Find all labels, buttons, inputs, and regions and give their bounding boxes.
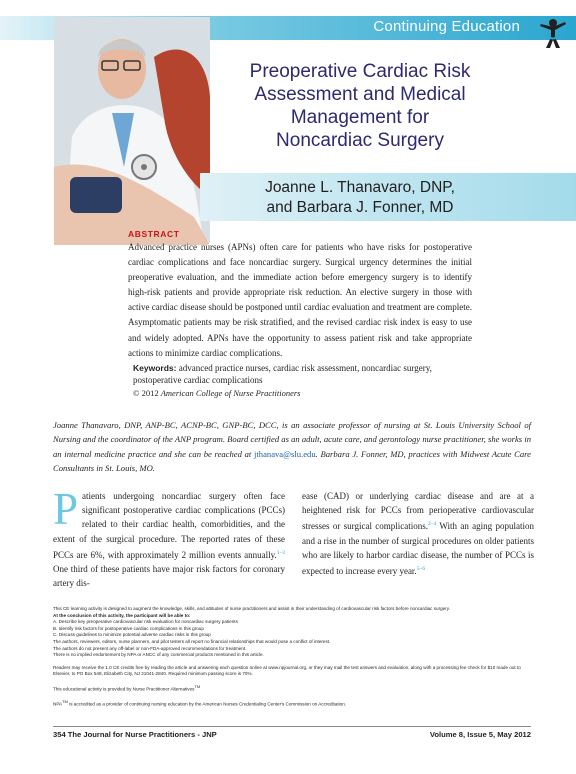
ce-objective: B. Identify risk factors for postoperative cardiac complications in this group — [53, 625, 204, 631]
section-label: Continuing Education — [373, 18, 520, 35]
keywords — [133, 362, 473, 386]
ce-disclosure: The authors, reviewers, editors, nurse planners, and pilot testers all report no financial relationships that would pose a conflict of interest. — [53, 638, 331, 644]
article-authors — [200, 178, 520, 218]
body-text: ease (CAD) or underlying cardiac disease and are at a heightened risk for PCCs from perioperative cardiovascular stresses or surgical complications. — [302, 491, 534, 532]
ce-activity-notes — [53, 606, 531, 708]
reference-marker[interactable]: 1–3 — [276, 549, 285, 556]
ce-credit-info: Readers may receive the 1.0 CE credits free by reading the article and answering each question online at www.npjournal.org, or they may mail the test answers and evaluation, along with a processing fee check for $10 made out to Elsevier, to PO Box 548, Elizabeth City, NJ 21041-2840. Required minimum passing score is 70%. — [53, 664, 521, 677]
copyright-prefix: © 2012 — [133, 388, 159, 398]
author-email-link[interactable]: jthanava@slu.edu — [254, 448, 316, 459]
bio-text: . Barbara J. Fonner, MD, practices with Midwest Acute Care Consultants in St. Louis, MO. — [53, 448, 531, 473]
title-line: Preoperative Cardiac Risk — [249, 61, 471, 82]
keywords-text: advanced practice nurses, cardiac risk assessment, noncardiac surgery, postoperative cardiac complications — [133, 363, 432, 385]
reference-marker[interactable]: 5–6 — [416, 566, 425, 573]
ce-disclosure: There is no implied endorsement by NPA or ANCC of any commercial products mentioned in this article. — [53, 652, 264, 658]
abstract-heading: ABSTRACT — [128, 229, 180, 239]
body-text: With an aging population and a rise in the number of surgical procedures on older patients who are likely to harbor cardiac disease, the number of PCCs is expected to increase every year. — [302, 521, 534, 577]
ce-accreditation: NPA™ is accredited as a provider of continuing nursing education by the American Nurses Credentialing Center's Commission on Accreditation. — [53, 699, 347, 707]
ce-objective: C. Discuss guidelines to minimize potential adverse cardiac risks in this group — [53, 632, 211, 638]
ce-disclosure: The authors do not present any off-label or non-FDA-approved recommendations for treatment. — [53, 645, 247, 651]
author-line: Joanne L. Thanavaro, DNP, — [265, 179, 455, 196]
title-line: Management for — [290, 107, 430, 128]
person-logo-icon — [536, 16, 570, 50]
body-text: atients undergoing noncardiac surgery often face significant postoperative cardiac complications (PCCs) related to their cardiac health, comorbidities, and the extent of the surgical procedure. The reported rates of these PCCs are 6%, with approximately 2 million events annually. — [53, 491, 285, 560]
author-line: and Barbara J. Fonner, MD — [266, 199, 454, 216]
footer-journal: 354 The Journal for Nurse Practitioners - JNP — [53, 730, 217, 739]
ce-provider: This educational activity is provided by Nurse Practitioner Alternatives™ — [53, 683, 201, 692]
body-column-left — [53, 484, 285, 590]
title-line: Noncardiac Surgery — [276, 130, 444, 151]
body-column-right — [302, 489, 534, 578]
article-title — [200, 60, 520, 152]
body-text: One third of these patients have major risk factors for coronary artery dis- — [53, 564, 285, 589]
ce-objective: A. Describe key preoperative cardiovascular risk evaluation for noncardiac surgery patients — [53, 619, 238, 625]
keywords-label: Keywords: — [133, 363, 177, 373]
copyright-holder: American College of Nurse Practitioners — [160, 388, 301, 398]
title-line: Assessment and Medical — [254, 84, 466, 105]
reference-marker[interactable]: 2–4 — [428, 521, 437, 528]
ce-objectives-heading: At the conclusion of this activity, the participant will be able to: — [53, 612, 191, 618]
ce-intro: This CE learning activity is designed to augment the knowledge, skills, and attitudes of nurse practitioners and assist in their understanding of cardiovascular risk factors before noncardiac surgery. — [53, 606, 450, 611]
abstract-text: Advanced practice nurses (APNs) often care for patients who have risks for postoperative cardiac complications and face noncardiac surgery. Surgical urgency determines the initial preoperative evaluation, and the immediate action before emergency surgery is to identify high-risk patients and provide appropriate risk reduction. An elective surgery in those with active cardiac disease should be postponed until cardiac evaluation and treatment are complete. Asymptomatic patients may be risk stratified, and the revised cardiac risk index is easy to use and widely adopted. APNs have the opportunity to assess patient risk and take appropriate actions to minimize cardiac complications. — [128, 242, 472, 358]
bio-text: Joanne Thanavaro, DNP, ANP-BC, ACNP-BC, GNP-BC, DCC, is an associate professor of nursing at St. Louis University School of Nursing and the coordinator of the ANP program. Board certified as an adult, acute care, and gerontology nurse practitioner, she works in an internal medicine practice and she can be reached at — [53, 420, 531, 459]
footer-issue: Volume 8, Issue 5, May 2012 — [429, 730, 531, 739]
doctor-patient-photo — [54, 17, 210, 245]
copyright — [133, 388, 300, 398]
author-bio — [53, 418, 531, 475]
drop-cap: P — [53, 484, 79, 534]
footer-divider — [53, 726, 531, 727]
